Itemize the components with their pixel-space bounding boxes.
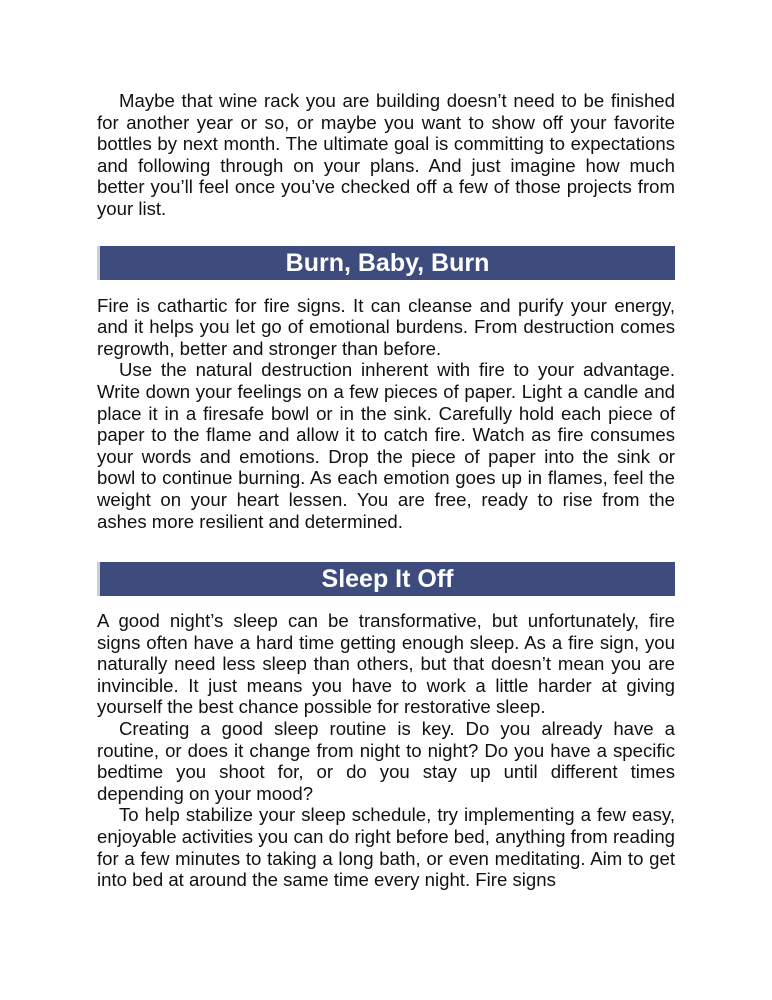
section-heading-sleep-it-off: Sleep It Off: [97, 562, 675, 596]
intro-paragraph: Maybe that wine rack you are building doesn’t need to be finished for another year or so, or maybe you want to show off your favorite bottles by next month. The ultimate goal is committing to expectations and following through on your plans. And just imagine how much better you’ll feel once you’ve checked off a few of those projects from your list.: [97, 90, 675, 219]
section-paragraph: To help stabilize your sleep schedule, try implementing a few easy, enjoyable activities you can do right before bed, anything from reading for a few minutes to taking a long bath, or even meditating. Aim to get into bed at around the same time every night. Fire signs: [97, 804, 675, 891]
section-paragraph: A good night’s sleep can be transformative, but unfortunately, fire signs often have a hard time getting enough sleep. As a fire sign, you naturally need less sleep than others, but that doesn’t mean you are invincible. It just means you have to work a little harder at giving yourself the best chance possible for restorative sleep.: [97, 610, 675, 718]
section-paragraph: Use the natural destruction inherent with fire to your advantage. Write down your feelings on a few pieces of paper. Light a candle and place it in a firesafe bowl or in the sink. Carefully hold each piece of paper to the flame and allow it to catch fire. Watch as fire consumes your words and emotions. Drop the piece of paper into the sink or bowl to continue burning. As each emotion goes up in flames, feel the weight on your heart lessen. You are free, ready to rise from the ashes more resilient and determined.: [97, 359, 675, 532]
page-body: [97, 90, 675, 891]
section-paragraph: Creating a good sleep routine is key. Do you already have a routine, or does it change from night to night? Do you have a specific bedtime you shoot for, or do you stay up until different times depending on your mood?: [97, 718, 675, 804]
section-heading-burn-baby-burn: Burn, Baby, Burn: [97, 246, 675, 280]
section-paragraph: Fire is cathartic for fire signs. It can cleanse and purify your energy, and it helps you let go of emotional burdens. From destruction comes regrowth, better and stronger than before.: [97, 294, 675, 359]
